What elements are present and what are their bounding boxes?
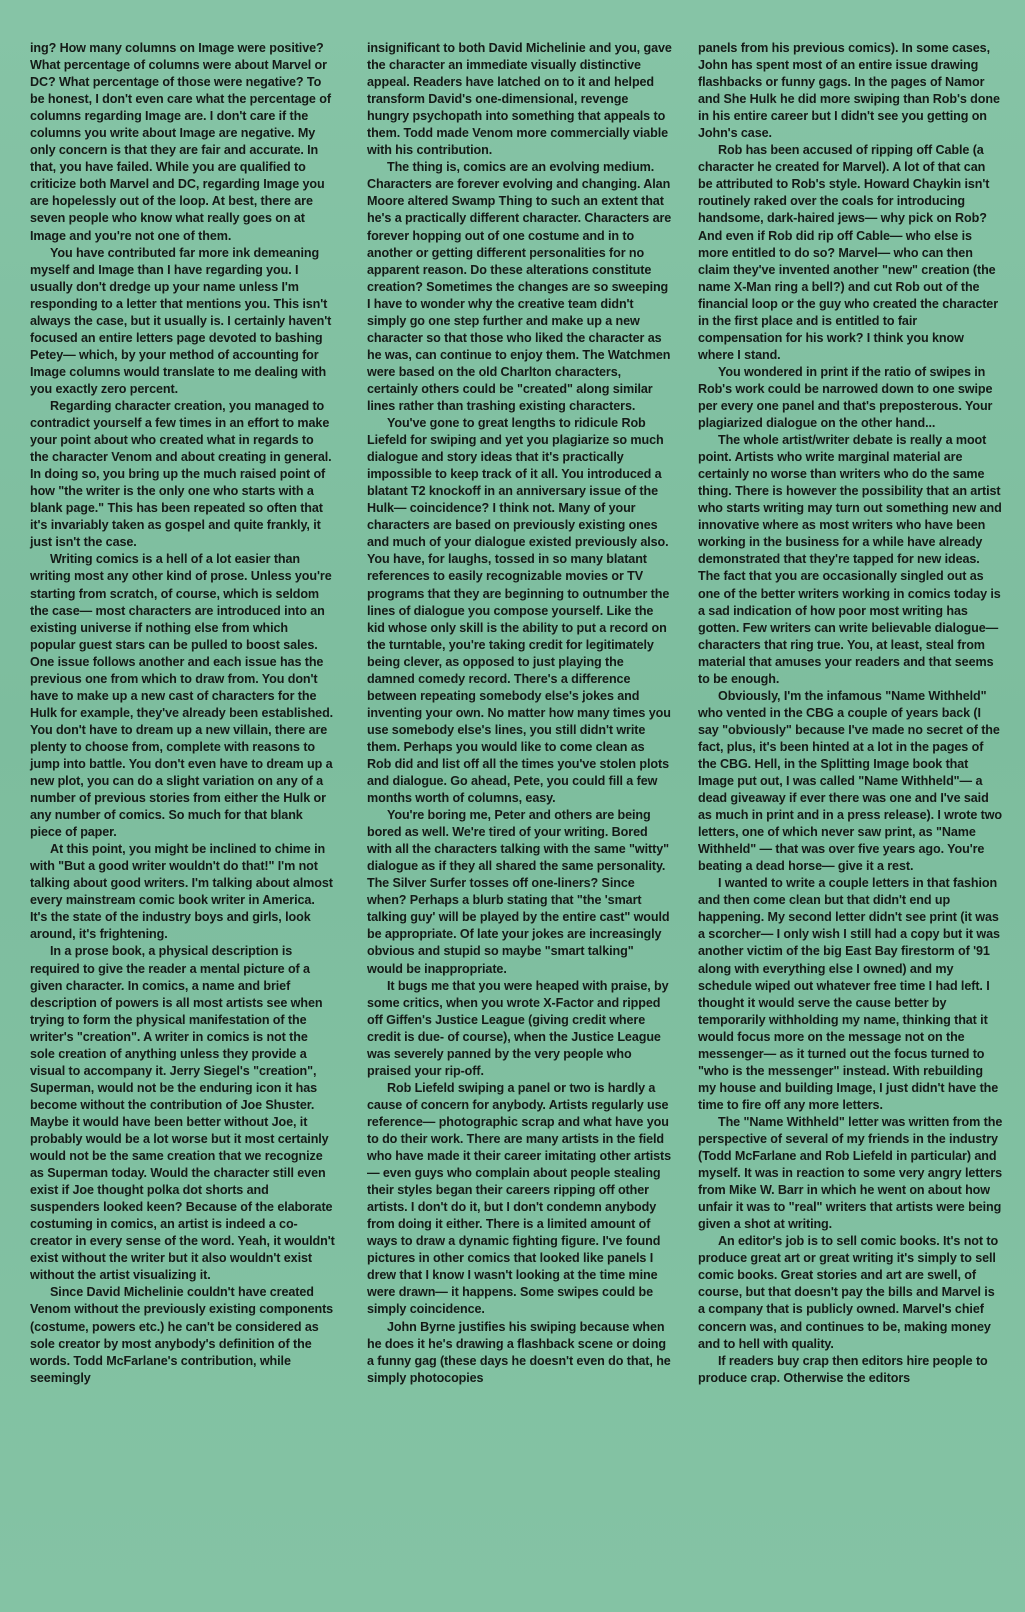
paragraph: The thing is, comics are an evolving medium. Characters are forever evolving and changing. Alan Moore altered Swamp Thing to such an extent that he's a practically different character. Characters are forever hopping out of one costume and in to another or getting different personalities for no apparent reason. Do these alterations constitute creation? Sometimes the changes are so sweeping I have to wonder why the creative team didn't simply go one step further and make up a new character so that those who liked the character as he was, can continue to enjoy them. The Watchmen were based on the old Charlton characters, certainly others could be "created" along similar lines rather than trashing existing characters. [367, 160, 672, 413]
paragraph: In a prose book, a physical description is required to give the reader a mental picture of a given character. In comics, a name and brief description of powers is all most artists see when trying to form the physical manifestation of the writer's "creation". A writer in comics is not the sole creation of anything unless they provide a visual to accompany it. Jerry Siegel's "creation", Superman, would not be the enduring icon it has become without the contribution of Joe Shuster. Maybe it would have been better without Joe, it probably would be a lot worse but it most certainly would not be the same creation that we recognize as Superman today. Would the character still even exist if Joe thought polka dot shorts and suspenders looked keen? Because of the elaborate costuming in comics, an artist is indeed a co-creator in every sense of the word. Yeah, it wouldn't exist without the writer but it also wouldn't exist without the artist visualizing it. [30, 944, 335, 1283]
paragraph: At this point, you might be inclined to chime in with "But a good writer wouldn't do that!" I'm not talking about good writers. I'm talking about almost every mainstream comic book writer in America. It's the state of the industry boys and girls, look around, it's frightening. [30, 842, 333, 942]
text-column-middle [367, 40, 672, 1387]
paragraph: The "Name Withheld" letter was written from the perspective of several of my friends in the industry (Todd McFarlane and Rob Liefeld in particular) and myself. It was in reaction to some very angry letters from Mike W. Barr in which he went on about how unfair it was to "real" writers that artists were being given a shot at writing. [698, 1114, 1003, 1232]
paragraph: You've gone to great lengths to ridicule Rob Liefeld for swiping and yet you plagiarize so much dialogue and story ideas that it's practically impossible to keep track of it all. You introduced a blatant T2 knockoff in an anniversary issue of the Hulk— coincidence? I think not. Many of your characters are based on previously existing ones and much of your dialogue existed previously also. You have, for laughs, tossed in so many blatant references to easily recognizable movies or TV programs that they are beginning to outnumber the lines of dialogue you compose yourself. Like the kid whose only skill is the ability to put a record on the turntable, you're taking credit for legitimately being clever, as opposed to just playing the damned comedy record. There's a difference between repeating somebody else's jokes and inventing your own. No matter how many times you use somebody else's lines, you still didn't write them. Perhaps you would like to come clean as Rob did and list off all the times you've stolen plots and dialogue. Go ahead, Pete, you could fill a few months worth of columns, easy. [367, 416, 671, 806]
paragraph: You wondered in print if the ratio of swipes in Rob's work could be narrowed down to one swipe per every one panel and that's preposterous. Your plagiarized dialogue on the other hand... [698, 364, 993, 431]
paragraph: insignificant to both David Michelinie and you, gave the character an immediate visually distinctive appeal. Readers have latched on to it and helped transform David's one-dimensional, revenge hungry psychopath into something that appeals to them. Todd made Venom more commercially viable with his contribution. [367, 41, 672, 158]
text-column-left [30, 40, 335, 1387]
paragraph: Obviously, I'm the infamous "Name Withheld" who vented in the CBG a couple of years back (I say "obviously" because I've made no secret of the fact, plus, it's been hinted at a lot in the pages of the CBG. Hell, in the Splitting Image book that Image put out, I was called "Name Withheld"— a dead giveaway if ever there was one and I've said as much in print and in a press release). I wrote two letters, one of which never saw print, as "Name Withheld" — that was over five years ago. You're beating a dead horse— give it a rest. [698, 688, 1003, 874]
paragraph: ing? How many columns on Image were positive? What percentage of columns were about Marvel or DC? What percentage of those were negative? To be honest, I don't even care what the percentage of columns regarding Image are. I don't care if the columns you write about Image are negative. My only concern is that they are fair and accurate. In that, you have failed. While you are qualified to criticize both Marvel and DC, regarding Image you are hopelessly out of the loop. At best, there are seven people who know what really goes on at Image and you're not one of them. [30, 41, 331, 243]
paragraph: You're boring me, Peter and others are being bored as well. We're tired of your writing. Bored with all the characters talking with the same "witty" dialogue as if they all shared the same personality. The Silver Surfer tosses off one-liners? Since when? Perhaps a blurb stating that "the 'smart talking guy' will be played by the entire cast" would be appropriate. Of late your jokes are increasingly obvious and stupid so maybe "smart talking" would be inappropriate. [367, 808, 670, 976]
paragraph: It bugs me that you were heaped with praise, by some critics, when you wrote X-Factor and ripped off Giffen's Justice League (giving credit where credit is due- of course), when the Justice League was severely panned by the very people who praised your rip-off. [367, 978, 669, 1078]
text-column-right [698, 40, 1003, 1387]
paragraph: If readers buy crap then editors hire people to produce crap. Otherwise the editors [698, 1353, 988, 1385]
paragraph: You have contributed far more ink demeaning myself and Image than I have regarding you. I usually don't dredge up your name unless I'm responding to a letter that mentions you. This isn't always the case, but it usually is. I certainly haven't focused an entire letters page devoted to bashing Petey— which, by your method of accounting for Image columns would translate to me dealing with you exactly zero percent. [30, 245, 332, 396]
paragraph: Rob has been accused of ripping off Cable (a character he created for Marvel). A lot of that can be attributed to Rob's style. Howard Chaykin isn't routinely raked over the coals for introducing handsome, dark-haired jews— why pick on Rob? And even if Rob did rip off Cable— who else is more entitled to do so? Marvel— who can then claim they've invented another "new" creation (the name X-Man ring a bell?) and cut Rob out of the financial loop or the guy who created the character in the first place and is entitled to fair compensation for his work? I think you know where I stand. [698, 143, 999, 362]
paragraph: An editor's job is to sell comic books. It's not to produce great art or great writing it's simply to sell comic books. Great stories and art are swell, of course, but that doesn't pay the bills and Marvel is a company that is publicly owned. Marvel's chief concern was, and continues to be, making money and to hell with quality. [698, 1234, 999, 1351]
paragraph: I wanted to write a couple letters in that fashion and then come clean but that didn't end up happening. My second letter didn't see print (it was a scorcher— I only wish I still had a copy but it was another victim of the big East Bay firestorm of '91 along with everything else I owned) and my schedule wiped out whatever free time I had left. I thought it would serve the cause better by temporarily withholding my name, thinking that it would focus more on the message not on the messenger— as it turned out the focus turned to "who is the messenger" instead. With rebuilding my house and building Image, I just didn't have the time to fire off any more letters. [698, 876, 1000, 1112]
paragraph: Regarding character creation, you managed to contradict yourself a few times in an effort to make your point about who created what in regards to the character Venom and about creating in general. In doing so, you bring up the much raised point of how "the writer is the only one who starts with a blank page." This has been repeated so often that it's invariably taken as gospel and quite frankly, it just isn't the case. [30, 398, 332, 550]
paragraph: panels from his previous comics). In some cases, John has spent most of an entire issue drawing flashbacks or funny gags. In the pages of Namor and She Hulk he did more swiping than Rob's done in his entire career but I didn't see you getting on John's case. [698, 41, 1000, 141]
paragraph: John Byrne justifies his swiping because when he does it he's drawing a flashback scene or doing a funny gag (these days he doesn't even do that, he simply photocopies [367, 1319, 671, 1385]
paragraph: The whole artist/writer debate is really a moot point. Artists who write marginal material are certainly no worse than writers who do the same thing. There is however the possibility that an artist who starts writing may turn out something new and innovative where as most writers who have been working in the business for a while have already demonstrated that they're tapped for new ideas. The fact that you are occasionally singled out as one of the better writers working in comics today is a sad indication of how poor most writing has gotten. Few writers can write believable dialogue— characters that ring true. You, at least, steal from material that amuses your readers and that seems to be enough. [698, 433, 1002, 686]
paragraph: Since David Michelinie couldn't have created Venom without the previously existing components (costume, powers etc.) he can't be considered as sole creator by most anybody's definition of the words. Todd McFarlane's contribution, while seemingly [30, 1285, 334, 1385]
paragraph: Rob Liefeld swiping a panel or two is hardly a cause of concern for anybody. Artists regularly use reference— photographic scrap and what have you to do their work. There are many artists in the field who have made it their career imitating other artists— even guys who complain about people stealing their styles began their careers ripping off other artists. I don't do it, but I don't condemn anybody from doing it either. There is a limited amount of ways to draw a dynamic fighting figure. I've found pictures in other comics that looked like panels I drew that I know I wasn't looking at the time mine were drawn— it happens. Some swipes could be simply coincidence. [367, 1080, 672, 1317]
paragraph: Writing comics is a hell of a lot easier than writing most any other kind of prose. Unless you're starting from scratch, of course, which is seldom the case— most characters are introduced into an existing universe if nothing else from which popular guest stars can be pulled to boost sales. One issue follows another and each issue has the previous one from which to draw from. You don't have to make up a new cast of characters for the Hulk for example, they've already been established. You don't have to dream up a new villain, there are plenty to choose from, complete with reasons to jump into battle. You don't even have to dream up a new plot, you can do a slight variation on any of a number of previous stories from either the Hulk or any number of comics. So much for that blank piece of paper. [30, 552, 334, 840]
